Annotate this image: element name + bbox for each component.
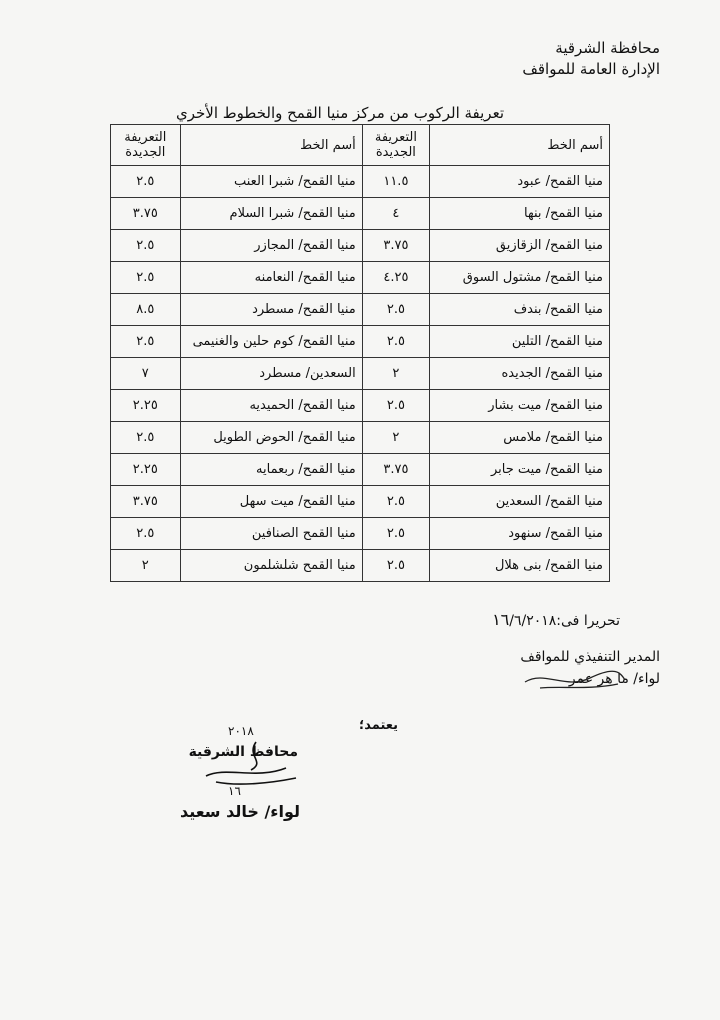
fare-right: ٣.٧٥ bbox=[362, 454, 429, 486]
header-new-fare-right: التعريفة الجديدة bbox=[362, 125, 429, 166]
fare-right: ٣.٧٥ bbox=[362, 230, 429, 262]
line-name-left: منيا القمح/ شبرا العنب bbox=[180, 166, 362, 198]
line-name-left: منيا القمح/ المجازر bbox=[180, 230, 362, 262]
fare-right: ٢.٥ bbox=[362, 390, 429, 422]
fare-left: ٢.٢٥ bbox=[111, 454, 181, 486]
fare-left: ٢.٥ bbox=[111, 326, 181, 358]
issue-date bbox=[492, 610, 620, 629]
department-name: الإدارة العامة للمواقف bbox=[522, 60, 660, 78]
fare-left: ٣.٧٥ bbox=[111, 486, 181, 518]
line-name-left: منيا القمح/ الحميديه bbox=[180, 390, 362, 422]
line-name-left: منيا القمح/ الحوض الطويل bbox=[180, 422, 362, 454]
fare-right: ٤.٢٥ bbox=[362, 262, 429, 294]
fare-left: ٣.٧٥ bbox=[111, 198, 181, 230]
date-label: تحريرا فى: bbox=[556, 613, 620, 629]
fare-left: ٢.٥ bbox=[111, 230, 181, 262]
table-row bbox=[111, 262, 610, 294]
document-title: تعريفة الركوب من مركز منيا القمح والخطوط الأخري bbox=[175, 104, 504, 122]
line-name-right: منيا القمح/ السعدين bbox=[430, 486, 610, 518]
line-name-left: منيا القمح الصنافين bbox=[180, 518, 362, 550]
fare-right: ٤ bbox=[362, 198, 429, 230]
fare-left: ٢ bbox=[111, 550, 181, 582]
line-name-left: منيا القمح شلشلمون bbox=[180, 550, 362, 582]
fare-right: ٢.٥ bbox=[362, 550, 429, 582]
fare-right: ١١.٥ bbox=[362, 166, 429, 198]
governor-signature-icon bbox=[196, 736, 306, 792]
table-row bbox=[111, 486, 610, 518]
governor-signature-day: ١٦ bbox=[228, 784, 241, 798]
line-name-left: منيا القمح/ شبرا السلام bbox=[180, 198, 362, 230]
governor-signature-year: ٢٠١٨ bbox=[228, 724, 254, 738]
fare-left: ٨.٥ bbox=[111, 294, 181, 326]
table-row bbox=[111, 326, 610, 358]
line-name-right: منيا القمح/ بندف bbox=[430, 294, 610, 326]
executive-director-title: المدير التنفيذي للمواقف bbox=[520, 649, 660, 665]
line-name-right: منيا القمح/ التلين bbox=[430, 326, 610, 358]
line-name-left: السعدين/ مسطرد bbox=[180, 358, 362, 390]
fare-left: ٢.٥ bbox=[111, 166, 181, 198]
date-day: ١٦ bbox=[492, 610, 510, 629]
fares-table bbox=[110, 124, 610, 582]
table-header-row bbox=[111, 125, 610, 166]
line-name-left: منيا القمح/ النعامنه bbox=[180, 262, 362, 294]
governorate-name: محافظة الشرقية bbox=[555, 39, 660, 57]
line-name-right: منيا القمح/ بنى هلال bbox=[430, 550, 610, 582]
line-name-right: منيا القمح/ ميت جابر bbox=[430, 454, 610, 486]
fare-left: ٢.٥ bbox=[111, 262, 181, 294]
table-row bbox=[111, 230, 610, 262]
line-name-right: منيا القمح/ ميت بشار bbox=[430, 390, 610, 422]
executive-director-name: لواء/ ما هر عمر bbox=[568, 671, 660, 687]
fare-left: ٢.٢٥ bbox=[111, 390, 181, 422]
fare-right: ٢ bbox=[362, 358, 429, 390]
line-name-right: منيا القمح/ الجديده bbox=[430, 358, 610, 390]
header-line-name-left: أسم الخط bbox=[180, 125, 362, 166]
line-name-right: منيا القمح/ سنهود bbox=[430, 518, 610, 550]
fare-right: ٢.٥ bbox=[362, 518, 429, 550]
line-name-right: منيا القمح/ الزقازيق bbox=[430, 230, 610, 262]
table-row bbox=[111, 166, 610, 198]
table-row bbox=[111, 454, 610, 486]
line-name-right: منيا القمح/ مشتول السوق bbox=[430, 262, 610, 294]
fare-right: ٢.٥ bbox=[362, 326, 429, 358]
line-name-right: منيا القمح/ ملامس bbox=[430, 422, 610, 454]
date-rest: /٦/٢٠١٨ bbox=[509, 613, 557, 629]
header-line-name-right: أسم الخط bbox=[430, 125, 610, 166]
table-row bbox=[111, 358, 610, 390]
table-row bbox=[111, 518, 610, 550]
governor-name: لواء/ خالد سعيد bbox=[179, 802, 300, 821]
fares-table-body bbox=[111, 166, 610, 582]
fare-right: ٢.٥ bbox=[362, 294, 429, 326]
letterhead bbox=[522, 38, 660, 80]
fare-right: ٢ bbox=[362, 422, 429, 454]
executive-signature-icon bbox=[520, 660, 630, 696]
approval-label: يعتمد؛ bbox=[359, 718, 398, 733]
table-row bbox=[111, 390, 610, 422]
governor-title: محافظ الشرقية bbox=[188, 744, 298, 760]
header-new-fare-left: التعريفة الجديدة bbox=[111, 125, 181, 166]
table-row bbox=[111, 294, 610, 326]
line-name-right: منيا القمح/ عبود bbox=[430, 166, 610, 198]
table-row bbox=[111, 550, 610, 582]
fare-left: ٢.٥ bbox=[111, 518, 181, 550]
table-row bbox=[111, 422, 610, 454]
line-name-left: منيا القمح/ كوم حلين والغنيمى bbox=[180, 326, 362, 358]
line-name-left: منيا القمح/ ربعمايه bbox=[180, 454, 362, 486]
line-name-left: منيا القمح/ ميت سهل bbox=[180, 486, 362, 518]
line-name-right: منيا القمح/ بنها bbox=[430, 198, 610, 230]
fare-left: ٢.٥ bbox=[111, 422, 181, 454]
fare-left: ٧ bbox=[111, 358, 181, 390]
table-row bbox=[111, 198, 610, 230]
fare-right: ٢.٥ bbox=[362, 486, 429, 518]
line-name-left: منيا القمح/ مسطرد bbox=[180, 294, 362, 326]
